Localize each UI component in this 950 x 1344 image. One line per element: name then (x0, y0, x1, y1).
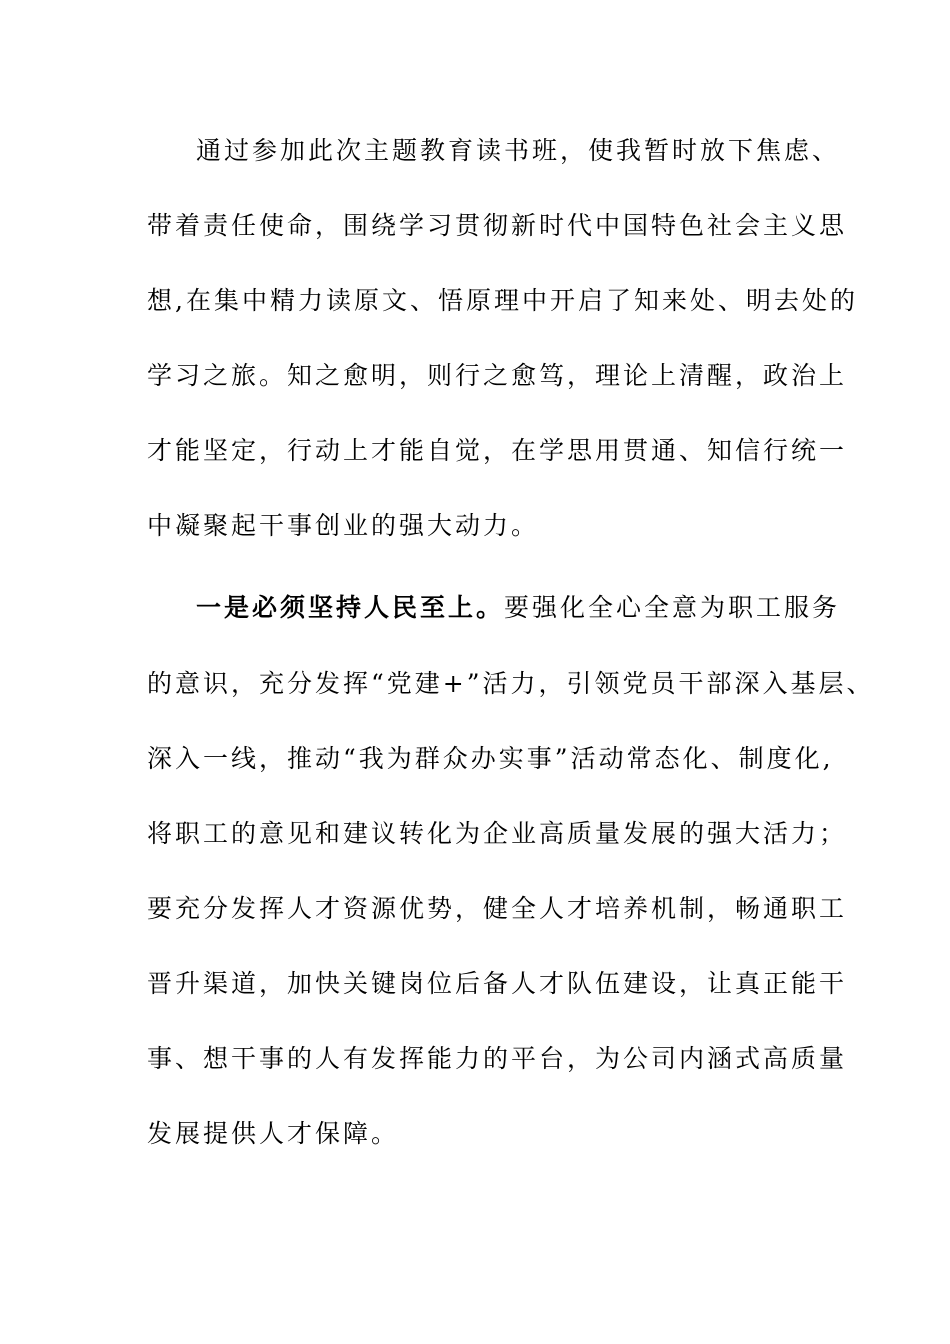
paragraph-1-line-5: 才能坚定，行动上才能自觉，在学思用贯通、知信行统一 (147, 436, 848, 465)
paragraph-1-line-4: 学习之旅。知之愈明，则行之愈笃，理论上清醒，政治上 (147, 361, 848, 390)
paragraph-2-line-6: 晋升渠道，加快关键岗位后备人才队伍建设，让真正能干 (147, 969, 848, 998)
paragraph-2-heading: 一是必须坚持人民至上。 (196, 593, 505, 622)
paragraph-2-line-1 (196, 593, 876, 623)
paragraph-2-line-8: 发展提供人才保障。 (147, 1119, 400, 1148)
paragraph-1-line-3: 想,在集中精力读原文、悟原理中开启了知来处、明去处的 (147, 286, 858, 315)
paragraph-1-line-2: 带着责任使命，围绕学习贯彻新时代中国特色社会主义思 (147, 211, 848, 240)
paragraph-2-line-2: 的意识，充分发挥“党建+”活力，引领党员干部深入基层、 (147, 669, 875, 698)
paragraph-2-first-line-rest: 要强化全心全意为职工服务 (504, 593, 841, 622)
paragraph-1-line-1: 通过参加此次主题教育读书班，使我暂时放下焦虑、 (196, 136, 841, 165)
paragraph-2-line-3: 深入一线，推动“我为群众办实事”活动常态化、制度化, (147, 744, 834, 773)
paragraph-1-line-6: 中凝聚起干事创业的强大动力。 (147, 511, 540, 540)
paragraph-2-line-7: 事、想干事的人有发挥能力的平台，为公司内涵式高质量 (147, 1044, 848, 1073)
paragraph-2-line-4: 将职工的意见和建议转化为企业高质量发展的强大活力； (147, 819, 848, 848)
paragraph-2-line-5: 要充分发挥人才资源优势，健全人才培养机制，畅通职工 (147, 894, 848, 923)
